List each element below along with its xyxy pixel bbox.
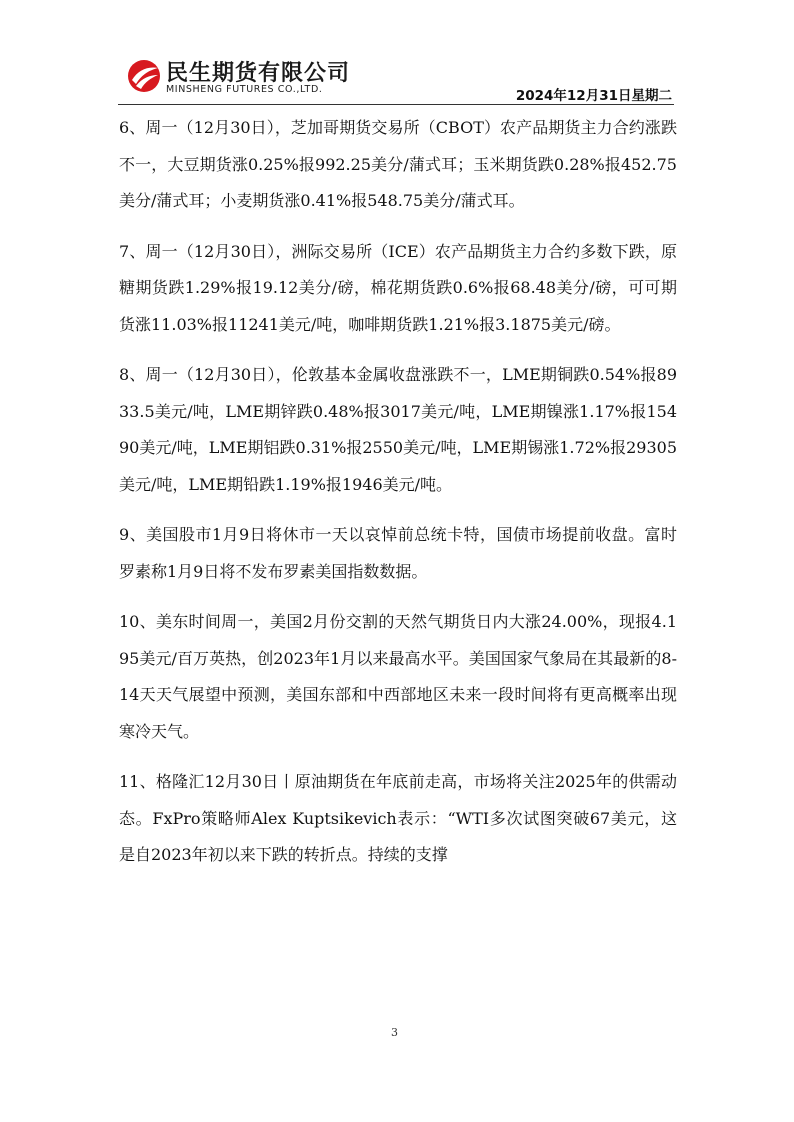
page-number: 3 (391, 1026, 398, 1039)
news-item-11: 11、格隆汇12月30日丨原油期货在年底前走高，市场将关注2025年的供需动态。FxPro策略师Alex Kuptsikevich表示：“WTI多次试图突破67美元，这是自2023年初以来下跌的转折点。持续的支撑 (119, 772, 677, 864)
news-content (119, 110, 677, 888)
news-item-7: 7、周一（12月30日），洲际交易所（ICE）农产品期货主力合约多数下跌，原糖期货跌1.29%报19.12美分/磅，棉花期货跌0.6%报68.48美分/磅，可可期货涨11.03%报11241美元/吨，咖啡期货跌1.21%报3.1875美元/磅。 (119, 241, 677, 334)
company-logo (126, 56, 366, 100)
logo-chinese-name: 民生期货有限公司 (166, 61, 351, 86)
header-divider (118, 104, 674, 105)
report-date: 2024年12月31日星期二 (515, 88, 672, 104)
news-item-9: 9、美国股市1月9日将休市一天以哀悼前总统卡特，国债市场提前收盘。富时罗素称1月9日将不发布罗素美国指数数据。 (119, 525, 677, 581)
page-header (0, 0, 794, 108)
minsheng-logo-icon (126, 58, 162, 94)
news-item-10: 10、美东时间周一，美国2月份交割的天然气期货日内大涨24.00%，现报4.195美元/百万英热，创2023年1月以来最高水平。美国国家气象局在其最新的8-14天天气展望中预测，美国东部和中西部地区未来一段时间将有更高概率出现寒冷天气。 (119, 612, 677, 741)
logo-english-name: MINSHENG FUTURES CO.,LTD. (166, 84, 323, 95)
news-item-8: 8、周一（12月30日），伦敦基本金属收盘涨跌不一，LME期铜跌0.54%报8933.5美元/吨，LME期锌跌0.48%报3017美元/吨，LME期镍涨1.17%报15490美元/吨，LME期铝跌0.31%报2550美元/吨，LME期锡涨1.72%报29305美元/吨，LME期铅跌1.19%报1946美元/吨。 (119, 365, 677, 494)
news-item-6: 6、周一（12月30日），芝加哥期货交易所（CBOT）农产品期货主力合约涨跌不一，大豆期货涨0.25%报992.25美分/蒲式耳；玉米期货跌0.28%报452.75美分/蒲式耳；小麦期货涨0.41%报548.75美分/蒲式耳。 (119, 118, 677, 210)
